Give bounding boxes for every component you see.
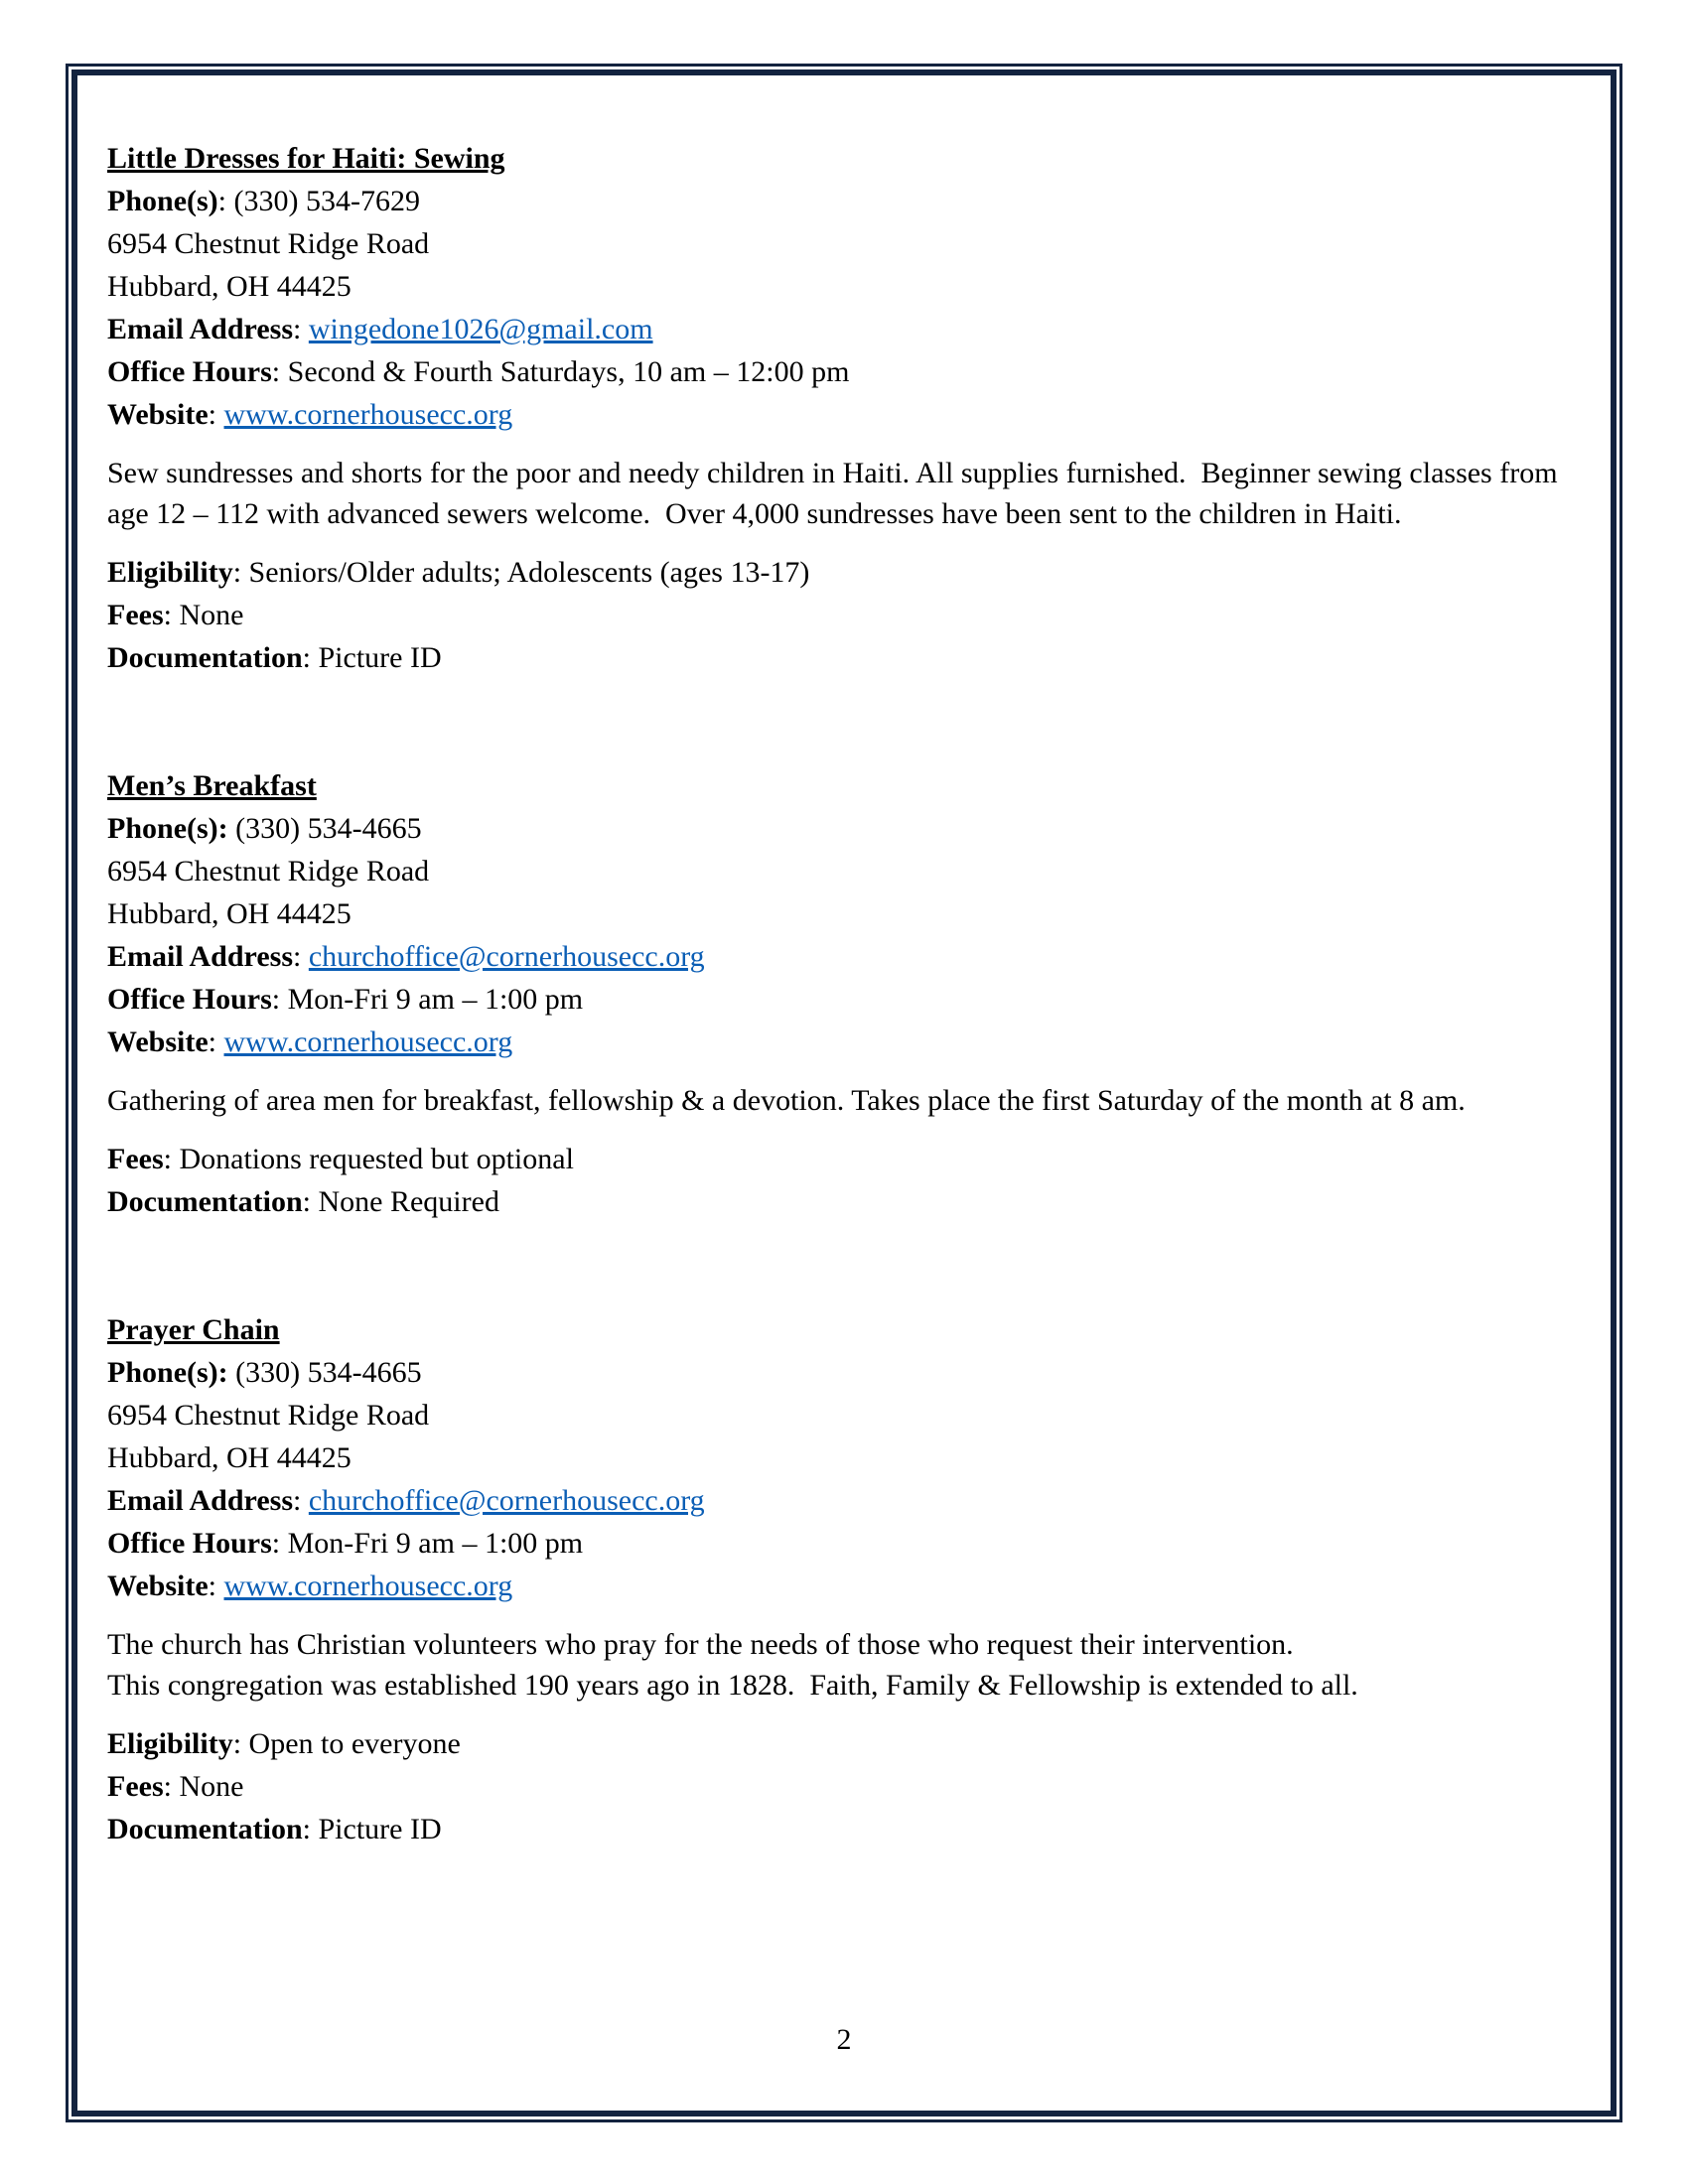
contact-line [107,892,1595,935]
contact-line [107,1436,1595,1479]
contact-line [107,350,1595,393]
contact-line [107,935,1595,978]
field-value: : (330) 534-7629 [217,185,420,217]
field-label: Email Address [107,1484,293,1517]
field-label: Phone(s): [107,812,228,845]
field-value: : [293,940,309,973]
contact-line [107,1479,1595,1522]
details-line [107,636,1595,679]
page-border-inner [71,69,1617,2116]
field-label: Email Address [107,313,293,345]
field-value: : None [163,1770,244,1803]
description-paragraph: Gathering of area men for breakfast, fellowship & a devotion. Takes place the first Saturday of the month at 8 am. [107,1084,1466,1117]
contact-block [107,807,1595,1063]
field-value: Hubbard, OH 44425 [107,897,352,930]
field-value: (330) 534-4665 [227,1356,422,1389]
field-value: : Donations requested but optional [163,1143,574,1175]
description-block [107,453,1595,534]
program-section [107,1308,1595,1850]
field-label: Fees [107,1143,164,1175]
contact-line [107,1522,1595,1565]
field-label: Fees [107,599,164,631]
field-label: Documentation [107,1813,303,1845]
details-line [107,1765,1595,1808]
section-title: Men’s Breakfast [107,769,317,802]
hyperlink[interactable]: churchoffice@cornerhousecc.org [308,940,705,973]
contact-line [107,1021,1595,1063]
contact-line [107,393,1595,436]
details-block [107,1722,1595,1850]
field-value: : Mon-Fri 9 am – 1:00 pm [271,1527,584,1560]
field-label: Website [107,398,209,431]
hyperlink[interactable]: churchoffice@cornerhousecc.org [308,1484,705,1517]
field-label: Office Hours [107,355,272,388]
page-border-outer [66,64,1622,2122]
field-label: Eligibility [107,556,233,589]
details-line [107,1138,1595,1180]
field-value: : Open to everyone [232,1727,461,1760]
field-label: Documentation [107,1185,303,1218]
field-value: 6954 Chestnut Ridge Road [107,1399,430,1432]
details-line [107,1722,1595,1765]
contact-block [107,180,1595,436]
contact-line [107,1394,1595,1436]
field-value: 6954 Chestnut Ridge Road [107,227,430,260]
field-label: Office Hours [107,1527,272,1560]
field-value: : Second & Fourth Saturdays, 10 am – 12:00 pm [271,355,850,388]
field-value: : [208,1025,224,1058]
field-value: : Seniors/Older adults; Adolescents (ages 13-17) [232,556,810,589]
field-label: Website [107,1570,209,1602]
details-line [107,594,1595,636]
contact-line [107,222,1595,265]
field-value: : [208,398,224,431]
details-block [107,551,1595,679]
details-line [107,551,1595,594]
program-section [107,764,1595,1223]
contact-line [107,850,1595,892]
contact-line [107,265,1595,308]
field-value: Hubbard, OH 44425 [107,1441,352,1474]
field-value: Hubbard, OH 44425 [107,270,352,303]
field-label: Email Address [107,940,293,973]
hyperlink[interactable]: www.cornerhousecc.org [223,1570,513,1602]
field-label: Office Hours [107,983,272,1016]
contact-line [107,807,1595,850]
field-value: : None Required [302,1185,499,1218]
page-number: 2 [836,2023,852,2056]
field-value: : [293,1484,309,1517]
contact-line [107,308,1595,350]
contact-line [107,1351,1595,1394]
field-value: : [293,313,309,345]
field-label: Phone(s) [107,185,218,217]
field-value: : [208,1570,224,1602]
program-section [107,137,1595,679]
description-block [107,1624,1595,1706]
field-label: Documentation [107,641,303,674]
section-title: Prayer Chain [107,1313,280,1346]
contact-line [107,180,1595,222]
description-paragraph: Sew sundresses and shorts for the poor and needy children in Haiti. All supplies furnished. Beginner sewing classes from age 12 – 112 with advanced sewers welcome. Over 4,000 sundresses have been sent to the children in Haiti. [107,457,1566,530]
hyperlink[interactable]: www.cornerhousecc.org [223,398,513,431]
contact-line [107,1565,1595,1607]
description-paragraph: The church has Christian volunteers who pray for the needs of those who request their intervention. [107,1628,1294,1661]
field-value: : Mon-Fri 9 am – 1:00 pm [271,983,584,1016]
field-value: 6954 Chestnut Ridge Road [107,855,430,887]
details-line [107,1180,1595,1223]
contact-line [107,978,1595,1021]
description-paragraph: This congregation was established 190 years ago in 1828. Faith, Family & Fellowship is extended to all. [107,1669,1358,1702]
hyperlink[interactable]: www.cornerhousecc.org [223,1025,513,1058]
contact-block [107,1351,1595,1607]
description-block [107,1080,1595,1121]
details-line [107,1808,1595,1850]
hyperlink[interactable]: wingedone1026@gmail.com [308,313,653,345]
details-block [107,1138,1595,1223]
field-label: Phone(s): [107,1356,228,1389]
page-content [77,75,1611,1850]
field-label: Eligibility [107,1727,233,1760]
field-value: : Picture ID [302,641,442,674]
field-value: : None [163,599,244,631]
field-value: : Picture ID [302,1813,442,1845]
field-label: Website [107,1025,209,1058]
field-value: (330) 534-4665 [227,812,422,845]
section-title: Little Dresses for Haiti: Sewing [107,142,505,175]
field-label: Fees [107,1770,164,1803]
